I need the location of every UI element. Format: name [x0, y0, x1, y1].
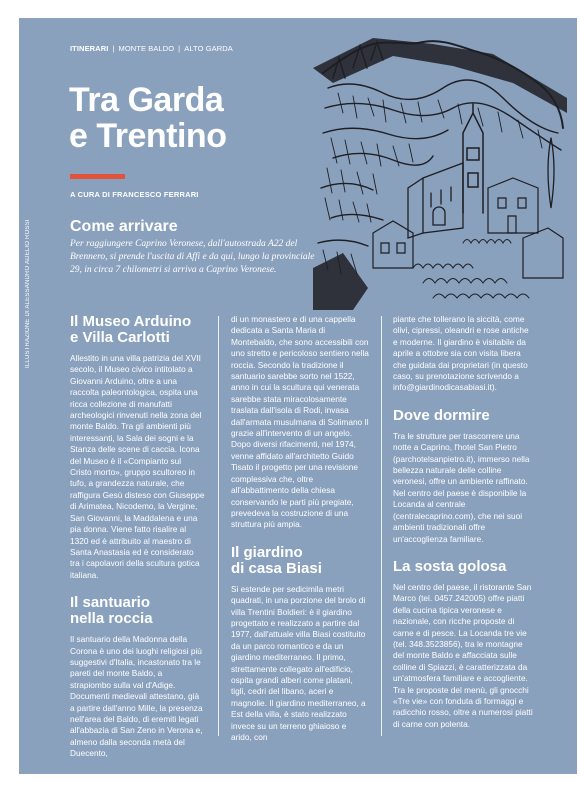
village-illustration [313, 38, 567, 310]
sleep-text: Tra le strutture per trascorrere una notte a Caprino, l'hotel San Pietro (parchotelsanpietro.it), immerso nella bellezza naturale delle colline veronesi, offre un ambiente raffinato. Nel centro del paese è disponibile la Locanda al centrale (centralecaprino.com), che nei suoi ambienti tradizionali offre un'accoglienza familiare. [393, 430, 530, 544]
garden-text: Si estende per sedicimila metri quadrati, in una porzione del brolo di villa Trentini Boldieri: è il giardino progettato e realizzato a partire dal 1977, dall'attuale villa Biasi costituito da un parco romantico e da un giardino mediterraneo. Il primo, strettamente collegato all'edificio, ospita grandi alberi come platani, tigli, cedri del libano, aceri e magnolie. Il giardino mediterraneo, a Est della villa, è stato realizzato invece su un terreno ghiaioso e arido, con [231, 583, 366, 742]
section-heading: Il santuario nella roccia [70, 594, 153, 628]
breadcrumb: ITINERARI | MONTE BALDO | ALTO GARDA [70, 44, 233, 53]
garden-text-continued: piante che tollerano la siccità, come olivi, cipressi, oleandri e rose antiche e moderne. Il giardino è visitabile da aprile a ottobre sia con visita libera che guidata dai proprietari (in questo caso, su prenotazione scrivendo a info@giardinodicasabiasi.it). [393, 314, 529, 393]
sanctuary-text: Il santuario della Madonna della Corona è uno dei luoghi religiosi più suggestivi d'Italia, incastonato tra le pareti del monte Baldo, a strapiombo sulla val d'Adige. Documenti medievali attestano, già a partire dall'anno Mille, la presenza nell'area del Baldo, di eremiti legati all'abbazia di San Zeno in Verona e, almeno dalla seconda metà del Duecento, [70, 634, 203, 759]
breadcrumb-item: ALTO GARDA [184, 44, 233, 53]
column-2 [231, 314, 369, 757]
author-credit: A CURA DI FRANCESCO FERRARI [70, 190, 199, 199]
column-3 [393, 314, 533, 744]
accent-bar [70, 174, 125, 179]
section-heading: Dove dormire [393, 406, 490, 424]
food-text: Nel centro del paese, il ristorante San Marco (tel. 0457.242005) offre piatti della cucina tipica veronese e nazionale, con ricche proposte di carne e di pesce. La Locanda tre vie (tel. 348.3523856), tra le montagne del monte Baldo e affacciata sulle colline di Spiazzi, è caratterizzata da un'atmosfera familiare e accogliente. Tra le proposte del menù, gli gnocchi «Tre vie» con fonduta di formaggi e radicchio rosso, oltre a numerosi piatti di carne con polenta. [393, 581, 533, 729]
section-heading: Come arrivare [70, 218, 178, 235]
column-1 [70, 314, 205, 774]
title-line: Tra Garda [69, 81, 224, 119]
page-title [69, 82, 329, 154]
section-heading: La sosta golosa [393, 557, 507, 575]
magazine-page [19, 18, 577, 774]
section-heading: Il giardino di casa Biasi [231, 543, 322, 577]
illustration-credit: ILLUSTRAZIONE DI ALESSANDRO ADELIO ROSSI [25, 219, 31, 368]
column-divider [381, 316, 382, 736]
title-line: e Trentino [69, 117, 227, 155]
sanctuary-text-continued: di un monastero e di una cappella dedicata a Santa Maria di Montebaldo, che sono accessibili con uno stretto e pericoloso sentiero nella roccia. Secondo la tradizione il santuario sarebbe sorto nel 1522, anno in cui la scultura qui venerata sarebbe stata miracolosamente traslata dall'isola di Rodi, invasa dall'armata musulmana di Solimano Il grazie all'intervento di un angelo. Dopo diversi rifacimenti, nel 1974, venne affidato all'architetto Guido Tisato il progetto per una revisione complessiva che, oltre all'abbattimento della chiesa conservando le parti più pregiate, prevedeva la costruzione di una struttura più ampia. [231, 314, 369, 530]
directions-text: Per raggiungere Caprino Veronese, dall'autostrada A22 del Brennero, si prende l'uscita di Affi e da qui, lungo la provinciale 29, in circa 7 chilometri si arriva a Caprino Veronese. [70, 239, 315, 275]
breadcrumb-item: MONTE BALDO [118, 44, 175, 53]
section-heading: Il Museo Arduino e Villa Carlotti [70, 313, 192, 346]
breadcrumb-section: ITINERARI [70, 44, 109, 53]
column-divider [218, 316, 219, 736]
museum-text: Allestito in una villa patrizia del XVII secolo, il Museo civico intitolato a Giovanni Arduino, oltre a una raccolta paleontologica, ospita una ricca collezione di manufatti archeologici rinvenuti nella zona del monte Baldo. Tra gli ambienti più interessanti, la Sala dei sogni e la Stanza delle scene di caccia. Icona del Museo è il «Compianto sul Cristo morto», gruppo scultoreo in tufo, a grandezza naturale, che raffigura Gesù disteso con Giuseppe di Arimatea, Nicodemo, la Vergine, San Giovanni, la Maddalena e una pia donna. Viene fatto risalire al 1320 ed è attribuito al maestro di Santa Anastasia ed è considerato tra i capolavori della scultura gotica italiana. [70, 353, 205, 580]
